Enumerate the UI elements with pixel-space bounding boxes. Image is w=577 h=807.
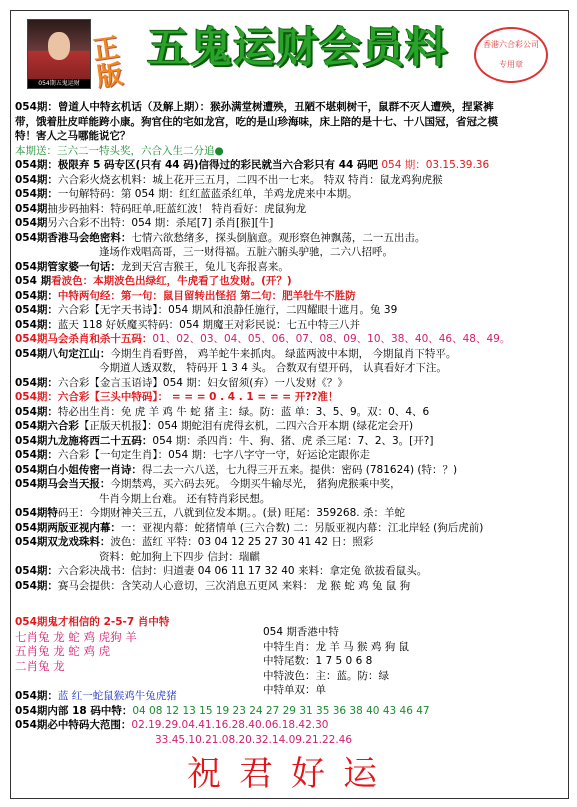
item-text: 本期送：三六二一特头奖，六合入生二分追●	[15, 144, 224, 157]
right-block-row: 中特尾数：1 7 5 0 6 8	[263, 655, 373, 667]
list-item	[15, 245, 566, 260]
page-title: 五鬼运财会员料	[147, 23, 449, 72]
item-text: 今期生肖看野兽， 鸡羊蛇牛来抓肉。 绿蓝两波中本期， 今期鼠肖下特平。	[110, 347, 457, 360]
item-text: 【正版天机报】：054 期蛇泪有虎得玄机，二四六合开本期 (绿花定会开)	[78, 420, 414, 432]
item-text: 六合彩【三头中特码】： = = = 0 . 4 . 1 = = = 开??准！	[57, 391, 339, 403]
content-list	[15, 100, 566, 593]
item-text: 特必出生肖：免 虎 羊 鸡 牛 蛇 猪 主：绿。防：蓝 单：3、5、9。双：0、4、6	[57, 405, 430, 418]
item-label: 054期：	[15, 159, 58, 171]
list-item	[15, 144, 566, 159]
list-item	[15, 535, 566, 550]
item-text: 今期禁鸡，买六码去死。 今期买牛输尽光， 猪狗虎猴乘中奖，	[110, 478, 401, 490]
list-item	[15, 274, 566, 289]
list-item	[15, 579, 566, 594]
stamp-bottom-text: 专用章	[499, 60, 523, 69]
item-text: 得二去一六八送，七九得三开五来。提供：密码 (781624) (特：？)	[141, 463, 458, 476]
footer-blessing: 祝君好运	[187, 754, 395, 794]
item-label: 054期：	[15, 289, 58, 302]
list-item	[15, 704, 566, 719]
item-text: 抽步码抽料：特码旺单,旺蓝红波！ 特肖看好：虎鼠狗龙	[47, 202, 307, 215]
item-label: 054期特	[15, 507, 58, 519]
item-text: 曾道人中特玄机话（及解上期）：猴孙满堂树遭殃，丑陋不堪刺树干，鼠群不灭人遭殃，捏紧裤	[57, 101, 494, 113]
item-label: 054期：	[15, 304, 58, 316]
list-item	[15, 289, 566, 304]
left-block	[15, 615, 260, 673]
list-item	[15, 390, 566, 405]
list-item	[15, 564, 566, 579]
list-item	[15, 260, 566, 275]
item-label: 054期：	[15, 565, 58, 577]
list-item	[15, 434, 566, 449]
list-item	[15, 231, 566, 246]
item-text: 六合彩【金言玉语诗】054 期：妇女留须(弃）一八发财《？》	[57, 376, 348, 389]
stamp-top-text: 香港六合彩公司	[483, 40, 539, 49]
item-label: 054期：	[15, 579, 58, 592]
item-text: 码王：今期财神关三五，八就到位发本期。。(景) 旺尾：359268. 杀：羊蛇	[57, 507, 405, 519]
item-label: 054期两版亚视内幕：	[15, 521, 121, 534]
list-item	[15, 129, 566, 144]
item-text: 今期道人透双数， 特码开 1 3 4 头。 合数双有望开码， 认真看好才下注。	[99, 362, 447, 374]
item-label: 054期九龙施将西二十五码：	[15, 434, 153, 447]
left-block-row: 二肖兔 龙	[15, 658, 65, 673]
item-text: 看波色：本期波色出绿红，牛虎看了也发财。(开？)	[51, 275, 292, 287]
item-label: 054期马会杀肖和杀十五码：	[15, 333, 153, 345]
item-text: 33.45.10.21.08.20.32.14.09.21.22.46	[155, 733, 353, 746]
list-item	[15, 347, 566, 362]
item-label: 054期六合彩	[15, 420, 79, 432]
right-block-row: 中特生肖：龙 羊 马 猴 鸡 狗 鼠	[263, 640, 410, 653]
item-text: 六合彩决战书：信封：归道妻 04 06 11 17 32 40 来料：拿定兔 欲拔看鼠头。	[57, 565, 428, 577]
item-text: 资料：蛇加狗上下四步 信封：瑞麒	[99, 550, 260, 563]
item-label: 054期马会当天报：	[15, 478, 111, 490]
item-text: 六合彩火烧玄机料：城上花开三五月，二四不出一七来。 特双 特肖：鼠龙鸡狗虎猴	[57, 173, 443, 186]
header	[11, 11, 568, 99]
item-text: 另六合彩不出特：054 期：杀尾[7] 杀肖[猴][牛]	[47, 217, 274, 229]
page-sheet	[10, 10, 569, 799]
list-item	[15, 550, 566, 565]
list-item	[15, 492, 566, 507]
list-item	[15, 303, 566, 318]
item-label: 054 期	[15, 275, 52, 287]
item-text: 04 08 12 13 15 19 23 24 27 29 31 35 36 38 40 43 46 47	[132, 704, 430, 717]
list-item	[15, 405, 566, 420]
item-label: 054期：	[15, 173, 58, 186]
item-extra: 054 期：03.15.39.36	[381, 159, 490, 171]
item-text: 中特两句经：第一句：鼠目留转出怪招 第二句：肥羊牡牛不胜防	[57, 289, 356, 302]
item-text: 牛肖今期上台难。 还有特肖彩民想。	[99, 492, 271, 505]
list-item	[15, 158, 566, 173]
item-text: 龙到天宫吉猴王，兔儿飞奔报喜来。	[120, 260, 289, 273]
item-text: 六合彩【无字天书诗】：054 期风和浪静任施行，二四耀眼十遮月。兔 39	[57, 304, 398, 316]
item-label: 054期：	[15, 101, 58, 113]
item-text: 02.19.29.04.41.16.28.40.06.18.42.30	[131, 719, 329, 731]
list-item	[15, 216, 566, 231]
list-item	[15, 477, 566, 492]
item-label: 054期：	[15, 376, 58, 389]
list-item	[15, 521, 566, 536]
item-label: 054期香港马会绝密料：	[15, 231, 132, 244]
list-item	[15, 689, 566, 704]
item-label: 054期：	[15, 449, 58, 461]
item-label: 054期双龙戏珠料：	[15, 536, 111, 548]
tail-block	[15, 689, 566, 747]
list-item	[15, 100, 566, 115]
left-block-row: 七肖兔 龙 蛇 鸡 虎狗 羊	[15, 629, 137, 644]
item-label: 054期白小姐传密一肖诗：	[15, 463, 142, 476]
list-item	[15, 419, 566, 434]
item-text: 波色：蓝红 平特：03 04 12 25 27 30 41 42 日：照彩	[110, 536, 374, 548]
item-label: 054期：	[15, 391, 58, 403]
item-text: 六合彩【一句定生肖】：054 期：七字八字守一守，好运论定跟你走	[57, 449, 371, 461]
item-label: 054期	[15, 217, 48, 229]
item-text: 一：亚视内幕：蛇猪情单 (三六合数) 二：另版亚视内幕：江北岸轻 (狗后虎前)	[120, 521, 484, 534]
portrait-face	[48, 32, 70, 60]
list-item	[15, 506, 566, 521]
right-block-title: 054 期香港中特	[263, 626, 339, 638]
item-label: 054期	[15, 202, 48, 215]
right-block-row: 中特波色：主：蓝。防：绿	[263, 669, 389, 682]
item-label: 054期：	[15, 690, 58, 702]
list-item	[15, 187, 566, 202]
list-item	[15, 115, 566, 130]
item-text: 蓝天 118 好妖魔买特码：054 期魔王对彩民说：七五中特三八并	[57, 318, 361, 331]
zhengban-badge: 正版	[91, 32, 125, 93]
item-text: 七情六欲愁绪多，探头倒脑意。观形察色神飘荡，二一五出击。	[131, 231, 426, 244]
list-item	[15, 361, 566, 376]
portrait-photo	[27, 19, 91, 89]
list-item	[15, 718, 566, 733]
list-item	[15, 173, 566, 188]
item-text: 特！害人之马哪能说它？	[15, 130, 131, 142]
list-item	[15, 463, 566, 478]
item-text: 01、02、03、04、05、06、07、08、09、10、38、40、46、48、49。	[152, 333, 511, 345]
list-item	[15, 733, 566, 748]
item-text: 赛马会提供：含笑动人心意切，三次消息五更风 来料： 龙 猴 蛇 鸡 兔 鼠 狗	[57, 579, 411, 592]
item-label: 054期必中特码大范围：	[15, 719, 132, 731]
item-label: 054期：	[15, 318, 58, 331]
item-label: 054期：	[15, 188, 58, 200]
list-item	[15, 376, 566, 391]
item-text: 054 期：杀四肖：牛、狗、猪、虎 杀三尾：7、2、3。[开?]	[152, 434, 434, 447]
item-text: 带，饿着肚皮咩能跨小康。狗官住的宅如龙宫，吃的是山珍海味，床上陪的是十七、十八国冠，省冠之模	[15, 115, 498, 128]
photo-caption: 054期五鬼运财	[28, 79, 90, 88]
official-stamp	[474, 27, 548, 83]
item-text: 一句解特码：第 054 期：红红蓝蓝杀红单，羊鸡龙虎来中本期。	[57, 188, 358, 200]
list-item	[15, 202, 566, 217]
list-item	[15, 448, 566, 463]
right-block-row: 中特单双：单	[263, 684, 326, 696]
item-label: 054期：	[15, 405, 58, 418]
item-text: 蓝 红一蛇鼠猴鸡牛兔虎猪	[57, 690, 177, 702]
left-block-row: 五肖兔 龙 蛇 鸡 虎	[15, 644, 111, 658]
item-label: 054期内部 18 码中特：	[15, 704, 133, 717]
item-text: 极限弃 5 码专区(只有 44 码)信得过的彩民就当六合彩只有 44 码吧	[57, 159, 378, 171]
item-label: 054期管家婆一句话：	[15, 260, 121, 273]
right-block	[263, 625, 563, 698]
list-item	[15, 318, 566, 333]
list-item	[15, 332, 566, 347]
item-text: 逢场作戏唱高哥，三一财得福。五脏六腑头驴驰，二六八招呼。	[99, 246, 393, 258]
left-block-title: 054期鬼才相信的 2-5-7 肖中特	[15, 616, 170, 628]
item-label: 054期八句定江山：	[15, 347, 111, 360]
